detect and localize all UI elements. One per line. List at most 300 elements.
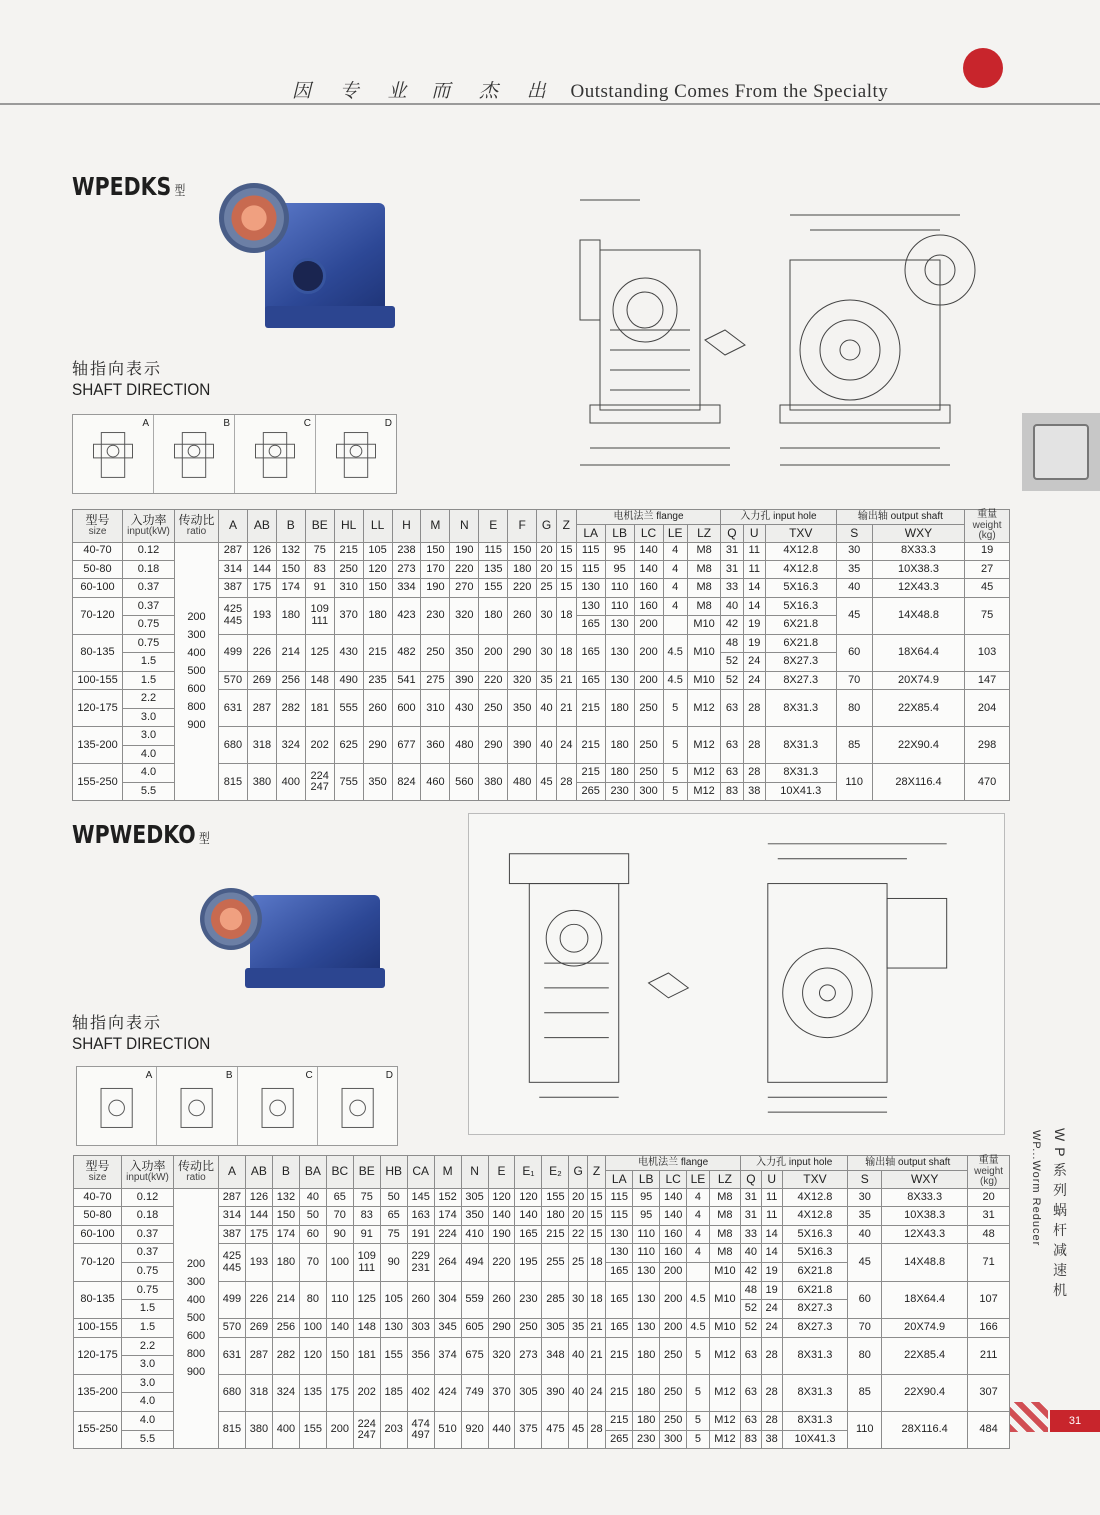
shaft-direction-en: SHAFT DIRECTION (72, 1034, 211, 1053)
col-weight: 重量 weight (kg) (965, 510, 1010, 543)
flange-cell: 130 (576, 579, 605, 597)
type-char: 型 (198, 832, 210, 847)
dim-cell: 15 (556, 579, 576, 597)
dim-cell: 22 (569, 1225, 587, 1244)
dim-cell: 824 (392, 764, 421, 801)
flange-cell: 165 (606, 1263, 633, 1282)
ratio-cell (174, 1188, 219, 1449)
shaft-direction-b: B (154, 415, 235, 493)
dim-cell: 150 (326, 1337, 353, 1374)
dim-cell: 250 (515, 1318, 542, 1337)
dim-cell: 150 (276, 560, 305, 578)
dim-cell: 215 (363, 634, 392, 671)
flange-cell: 5 (663, 782, 687, 801)
input-cell: 52 (721, 671, 743, 689)
flange-cell: M10 (709, 1318, 740, 1337)
output-wxy-cell: 18X64.4 (872, 634, 964, 671)
ratio-value: 800 (187, 701, 206, 714)
dim-cell: 135 (299, 1374, 326, 1411)
power-cell: 3.0 (123, 727, 175, 745)
dim-cell: 180 (508, 560, 537, 578)
dim-cell: 180 (479, 597, 508, 634)
weight-cell: 147 (965, 671, 1010, 689)
flange-cell: 4 (663, 579, 687, 597)
model-name: WPEDKS (72, 172, 172, 201)
dim-cell: 220 (488, 1244, 515, 1281)
input-cell: 52 (741, 1318, 762, 1337)
size-cell: 40-70 (74, 1188, 122, 1207)
dim-cell: 120 (488, 1188, 515, 1207)
input-cell: 63 (721, 690, 743, 727)
dim-cell: 180 (363, 597, 392, 634)
slogan-en: Outstanding Comes From the Specialty (570, 81, 889, 102)
flange-cell: M8 (709, 1188, 740, 1207)
output-wxy-cell: 22X90.4 (882, 1374, 968, 1411)
input-cell: 8X31.3 (765, 727, 836, 764)
col-size: 型号 size (74, 1156, 122, 1189)
dim-cell: 318 (247, 727, 276, 764)
dim-cell: 40 (569, 1374, 587, 1411)
dim-cell: 356 (407, 1337, 434, 1374)
flange-cell: 130 (633, 1281, 660, 1318)
dim-cell: 140 (488, 1207, 515, 1226)
output-wxy-cell: 8X33.3 (872, 542, 964, 560)
flange-cell: 140 (634, 542, 663, 560)
shaft-direction-a: A (73, 415, 154, 493)
dim-cell: 256 (272, 1318, 299, 1337)
dim-cell: 680 (219, 1374, 246, 1411)
dim-cell: 190 (450, 542, 479, 560)
dim-cell: 345 (434, 1318, 461, 1337)
dim-cell: 224 (434, 1225, 461, 1244)
dim-cell: 105 (380, 1281, 407, 1318)
dim-cell: 109 111 (353, 1244, 380, 1281)
input-cell: 11 (761, 1188, 782, 1207)
dim-cell: 287 (219, 1188, 246, 1207)
flange-cell: M12 (687, 782, 720, 801)
power-cell: 1.5 (123, 671, 175, 689)
dim-cell: 370 (334, 597, 363, 634)
input-cell: 38 (743, 782, 765, 801)
dim-cell: 570 (219, 1318, 246, 1337)
dim-cell: 815 (219, 764, 248, 801)
dim-cell: 100 (299, 1318, 326, 1337)
dim-cell: 150 (363, 579, 392, 597)
dim-cell: 256 (276, 671, 305, 689)
dim-cell: 100 (326, 1244, 353, 1281)
dim-cell: 425 445 (219, 597, 248, 634)
size-cell: 80-135 (74, 1281, 122, 1318)
input-cell: 48 (721, 634, 743, 652)
dim-cell: 75 (305, 542, 334, 560)
output-wxy-cell: 14X48.8 (882, 1244, 968, 1281)
dim-cell: 126 (247, 542, 276, 560)
flange-cell: 250 (660, 1374, 687, 1411)
dim-cell: 30 (537, 634, 557, 671)
flange-cell: 180 (633, 1337, 660, 1374)
dim-cell: 140 (515, 1207, 542, 1226)
dim-cell: 20 (569, 1188, 587, 1207)
dim-cell: 181 (353, 1337, 380, 1374)
flange-cell: 215 (576, 727, 605, 764)
dim-cell: 749 (461, 1374, 488, 1411)
dim-cell: 24 (587, 1374, 605, 1411)
input-cell: 38 (761, 1430, 782, 1449)
flange-cell: 130 (633, 1263, 660, 1282)
dim-cell: 220 (508, 579, 537, 597)
model-name: WPWEDKO (72, 820, 196, 849)
weight-cell: 75 (965, 597, 1010, 634)
flange-cell: 200 (634, 634, 663, 671)
input-cell: 83 (741, 1430, 762, 1449)
flange-cell: M8 (709, 1225, 740, 1244)
weight-cell: 470 (965, 764, 1010, 801)
col-power: 入功率 input(kW) (123, 510, 175, 543)
weight-cell: 484 (968, 1412, 1010, 1449)
flange-cell: 115 (576, 542, 605, 560)
input-cell: 42 (721, 616, 743, 634)
dim-cell: 148 (305, 671, 334, 689)
dim-cell: 155 (479, 579, 508, 597)
weight-cell: 107 (968, 1281, 1010, 1318)
flange-cell: 250 (634, 727, 663, 764)
dim-cell: 390 (508, 727, 537, 764)
dim-cell: 91 (305, 579, 334, 597)
flange-cell: 180 (605, 764, 634, 782)
flange-cell: 165 (576, 671, 605, 689)
input-cell: 31 (721, 542, 743, 560)
size-cell: 120-175 (73, 690, 123, 727)
dim-cell: 250 (334, 560, 363, 578)
input-cell: 24 (743, 653, 765, 671)
power-cell: 0.75 (123, 616, 175, 634)
dim-cell: 191 (407, 1225, 434, 1244)
dim-cell: 110 (326, 1281, 353, 1318)
dim-cell: 180 (276, 597, 305, 634)
dim-cell: 35 (569, 1318, 587, 1337)
dim-cell: 475 (542, 1412, 569, 1449)
power-cell: 0.37 (123, 597, 175, 615)
dim-cell: 185 (380, 1374, 407, 1411)
output-s-cell: 35 (836, 560, 872, 578)
dim-cell: 21 (587, 1318, 605, 1337)
side-label-en: WP...Worm Reducer (1030, 1130, 1042, 1247)
output-s-cell: 80 (848, 1337, 882, 1374)
dim-cell: 175 (247, 579, 276, 597)
flange-cell: 115 (606, 1207, 633, 1226)
dim-cell: 90 (380, 1244, 407, 1281)
dim-cell: 80 (299, 1281, 326, 1318)
dim-cell: 155 (299, 1412, 326, 1449)
dim-cell: 387 (219, 579, 248, 597)
dim-cell: 109 111 (305, 597, 334, 634)
input-cell: 4X12.8 (765, 560, 836, 578)
dim-cell: 350 (363, 764, 392, 801)
output-wxy-cell: 8X33.3 (882, 1188, 968, 1207)
power-cell: 4.0 (122, 1393, 174, 1412)
input-cell: 28 (761, 1337, 782, 1374)
ratio-value: 500 (187, 665, 206, 678)
size-cell: 120-175 (74, 1337, 122, 1374)
flange-cell: 4 (687, 1188, 710, 1207)
dim-cell: 70 (299, 1244, 326, 1281)
dim-cell: 494 (461, 1244, 488, 1281)
dim-cell: 25 (569, 1244, 587, 1281)
dim-cell: 400 (272, 1412, 299, 1449)
dim-cell: 290 (508, 634, 537, 671)
flange-cell: M10 (687, 671, 720, 689)
flange-cell: 140 (660, 1188, 687, 1207)
input-cell: 11 (761, 1207, 782, 1226)
input-cell: 5X16.3 (782, 1244, 848, 1263)
dim-cell: 375 (515, 1412, 542, 1449)
flange-cell: 215 (606, 1412, 633, 1431)
input-cell: 14 (743, 597, 765, 615)
size-cell: 50-80 (73, 560, 123, 578)
dim-cell: 28 (556, 764, 576, 801)
ratio-value: 300 (187, 629, 206, 642)
flange-cell: 215 (576, 690, 605, 727)
dim-cell: 190 (421, 579, 450, 597)
power-cell: 2.2 (123, 690, 175, 708)
dim-cell: 264 (434, 1244, 461, 1281)
dim-cell: 125 (353, 1281, 380, 1318)
flange-cell: 110 (605, 597, 634, 615)
flange-cell: 180 (605, 690, 634, 727)
weight-cell: 19 (965, 542, 1010, 560)
dim-cell: 305 (515, 1374, 542, 1411)
output-wxy-cell: 10X38.3 (872, 560, 964, 578)
ratio-value: 600 (186, 1330, 206, 1343)
dim-cell: 152 (434, 1188, 461, 1207)
dim-cell: 20 (569, 1207, 587, 1226)
ratio-cell (175, 542, 219, 801)
ratio-value: 900 (186, 1366, 206, 1379)
flange-cell: M10 (709, 1263, 740, 1282)
input-cell: 8X31.3 (782, 1412, 848, 1431)
power-cell: 0.37 (122, 1244, 174, 1263)
flange-cell: 4.5 (663, 671, 687, 689)
flange-cell: 110 (633, 1244, 660, 1263)
input-cell: 4X12.8 (782, 1188, 848, 1207)
dim-cell: 45 (537, 764, 557, 801)
input-cell: 4X12.8 (782, 1207, 848, 1226)
output-wxy-cell: 20X74.9 (872, 671, 964, 689)
dim-cell: 120 (299, 1337, 326, 1374)
flange-cell: M8 (687, 542, 720, 560)
col-weight: 重量 weight (kg) (968, 1156, 1010, 1189)
dim-cell: 631 (219, 1337, 246, 1374)
flange-cell: 5 (687, 1337, 710, 1374)
dim-cell: 35 (537, 671, 557, 689)
input-cell: 63 (741, 1412, 762, 1431)
flange-cell: 4.5 (687, 1318, 710, 1337)
type-char: 型 (174, 184, 186, 199)
power-cell: 1.5 (122, 1318, 174, 1337)
dim-cell: 18 (556, 597, 576, 634)
dim-cell: 15 (587, 1207, 605, 1226)
dim-cell: 390 (450, 671, 479, 689)
input-cell: 8X31.3 (782, 1337, 848, 1374)
output-s-cell: 40 (836, 579, 872, 597)
shaft-direction-cn: 轴指向表示 (72, 361, 163, 378)
output-s-cell: 110 (836, 764, 872, 801)
input-cell: 6X21.8 (782, 1263, 848, 1282)
input-cell: 28 (743, 764, 765, 782)
input-cell: 28 (761, 1374, 782, 1411)
dim-cell: 18 (587, 1244, 605, 1281)
dim-cell: 320 (450, 597, 479, 634)
flange-cell: 130 (605, 616, 634, 634)
input-cell: 83 (721, 782, 743, 801)
dim-cell: 175 (326, 1374, 353, 1411)
dim-cell: 155 (542, 1188, 569, 1207)
dim-cell: 28 (587, 1412, 605, 1449)
dim-cell: 21 (556, 671, 576, 689)
flange-cell: 4 (687, 1225, 710, 1244)
dim-cell: 290 (363, 727, 392, 764)
page-number: 31 (1050, 1410, 1100, 1432)
weight-cell: 298 (965, 727, 1010, 764)
flange-cell: 215 (576, 764, 605, 782)
shaft-direction-c: C (238, 1067, 318, 1145)
flange-cell: 115 (606, 1188, 633, 1207)
power-cell: 3.0 (123, 708, 175, 726)
flange-cell: M8 (709, 1207, 740, 1226)
input-cell: 48 (741, 1281, 762, 1300)
flange-cell: M10 (687, 634, 720, 671)
input-cell: 14 (761, 1244, 782, 1263)
input-cell: 33 (721, 579, 743, 597)
flange-cell: 180 (633, 1374, 660, 1411)
shaft-direction-a: A (77, 1067, 157, 1145)
dim-cell: 175 (245, 1225, 272, 1244)
input-cell: 11 (743, 560, 765, 578)
input-cell: 19 (761, 1281, 782, 1300)
output-s-cell: 80 (836, 690, 872, 727)
dim-cell: 226 (247, 634, 276, 671)
dim-cell: 224 247 (305, 764, 334, 801)
dim-cell: 120 (363, 560, 392, 578)
dim-cell: 165 (515, 1225, 542, 1244)
dim-cell: 40 (537, 690, 557, 727)
output-s-cell: 60 (848, 1281, 882, 1318)
dim-cell: 144 (245, 1207, 272, 1226)
input-cell: 14 (743, 579, 765, 597)
power-cell: 0.75 (122, 1281, 174, 1300)
flange-cell: 140 (660, 1207, 687, 1226)
flange-cell: 160 (660, 1225, 687, 1244)
dim-cell: 203 (380, 1412, 407, 1449)
slogan-cn-1: 因 专 业 (292, 81, 419, 102)
dim-cell: 163 (407, 1207, 434, 1226)
dim-cell: 273 (392, 560, 421, 578)
dim-cell: 287 (247, 690, 276, 727)
power-cell: 0.12 (122, 1188, 174, 1207)
weight-cell: 27 (965, 560, 1010, 578)
dim-cell: 282 (272, 1337, 299, 1374)
power-cell: 0.37 (122, 1225, 174, 1244)
input-cell: 14 (761, 1225, 782, 1244)
dim-cell: 410 (461, 1225, 488, 1244)
col-power: 入功率 input(kW) (122, 1156, 174, 1189)
dim-cell: 282 (276, 690, 305, 727)
col-ratio: 传动比 ratio (175, 510, 219, 543)
power-cell: 5.5 (122, 1430, 174, 1449)
power-cell: 3.0 (122, 1356, 174, 1375)
dim-cell: 480 (450, 727, 479, 764)
ratio-value: 900 (187, 719, 206, 732)
shaft-direction-d: D (316, 415, 396, 493)
product-photo-wpwedko (190, 880, 390, 1000)
dim-cell: 180 (272, 1244, 299, 1281)
dim-cell: 18 (587, 1281, 605, 1318)
shaft-direction-en: SHAFT DIRECTION (72, 380, 211, 399)
output-s-cell: 45 (848, 1244, 882, 1281)
flange-cell: M8 (687, 560, 720, 578)
input-cell: 28 (743, 727, 765, 764)
dim-cell: 50 (380, 1188, 407, 1207)
size-cell: 100-155 (74, 1318, 122, 1337)
flange-cell: 4 (663, 542, 687, 560)
flange-cell: 130 (633, 1318, 660, 1337)
dim-cell: 425 445 (219, 1244, 246, 1281)
dim-cell: 510 (434, 1412, 461, 1449)
dim-cell: 380 (247, 764, 276, 801)
dim-cell: 334 (392, 579, 421, 597)
dim-cell: 65 (380, 1207, 407, 1226)
flange-cell (687, 1263, 710, 1282)
flange-cell: M12 (687, 764, 720, 782)
dim-cell: 430 (450, 690, 479, 727)
dim-cell: 482 (392, 634, 421, 671)
flange-cell: 5 (663, 727, 687, 764)
input-cell: 31 (741, 1188, 762, 1207)
flange-cell: M12 (687, 727, 720, 764)
side-label (1030, 1128, 1070, 1303)
flange-cell: M8 (709, 1244, 740, 1263)
flange-cell: 250 (634, 690, 663, 727)
dim-cell: 273 (515, 1337, 542, 1374)
dim-cell: 490 (334, 671, 363, 689)
output-s-cell: 30 (848, 1188, 882, 1207)
dim-cell: 50 (299, 1207, 326, 1226)
dim-cell: 70 (326, 1207, 353, 1226)
output-s-cell: 110 (848, 1412, 882, 1449)
slogan-cn-2: 而 杰 出 (431, 81, 558, 102)
weight-cell: 103 (965, 634, 1010, 671)
output-s-cell: 70 (848, 1318, 882, 1337)
dim-cell: 260 (508, 597, 537, 634)
dim-cell: 324 (276, 727, 305, 764)
power-cell: 4.0 (123, 745, 175, 763)
flange-cell: M8 (687, 579, 720, 597)
power-cell: 4.0 (123, 764, 175, 782)
input-cell: 6X21.8 (765, 616, 836, 634)
shaft-direction-c: C (235, 415, 316, 493)
flange-cell: 250 (634, 764, 663, 782)
input-cell: 11 (743, 542, 765, 560)
dim-cell: 605 (461, 1318, 488, 1337)
dim-cell: 400 (276, 764, 305, 801)
dim-cell: 215 (334, 542, 363, 560)
output-wxy-cell: 28X116.4 (882, 1412, 968, 1449)
input-cell: 5X16.3 (765, 597, 836, 615)
dim-cell: 193 (245, 1244, 272, 1281)
dim-cell: 677 (392, 727, 421, 764)
ratio-value: 600 (187, 683, 206, 696)
weight-cell: 31 (968, 1207, 1010, 1226)
